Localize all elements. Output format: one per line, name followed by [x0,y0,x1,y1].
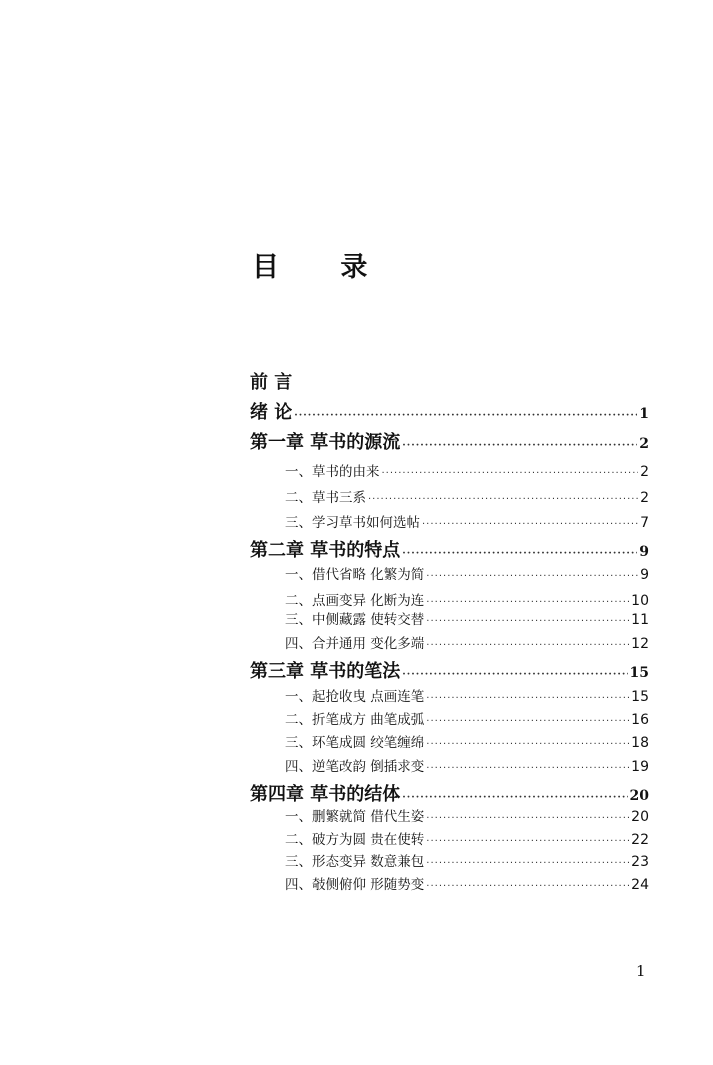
toc-section-entry [285,755,649,775]
dot-leader [422,519,638,530]
dot-leader [402,669,627,680]
toc-entry-page: 19 [631,759,649,775]
toc-chapter-entry [250,536,649,562]
toc-entry-page: 22 [631,832,649,848]
dot-leader [426,571,638,582]
toc-entry-label: 四、合并通用 变化多端 [285,636,425,652]
toc-section-entry [285,589,649,609]
toc-entry-label: 第四章 草书的结体 [250,784,401,805]
toc-chapter-entry [250,657,649,683]
toc-entry-label: 三、中侧藏露 使转交替 [285,612,425,628]
dot-leader [426,739,629,750]
toc-entry-label: 一、草书的由来 [285,464,380,480]
toc-entry-page: 2 [639,436,649,452]
toc-entry-page: 2 [640,490,649,506]
dot-leader [426,693,629,704]
dot-leader [368,494,638,505]
toc-entry-label: 第一章 草书的源流 [250,432,401,453]
toc-entry-page: 2 [640,464,649,480]
dot-leader [402,548,637,559]
toc-entry-label: 三、环笔成圆 绞笔缠绵 [285,735,425,751]
toc-entry-page: 10 [631,593,649,609]
dot-leader [382,468,639,479]
toc-entry-page: 23 [631,854,649,870]
dot-leader [426,616,629,627]
toc-chapter-entry [250,780,649,806]
toc-section-entry [285,731,649,751]
toc-section-entry [285,460,649,480]
page-number: 1 [636,962,646,980]
toc-section-entry [285,511,649,531]
toc-section-entry [285,708,649,728]
toc-section-entry [285,828,649,848]
toc-entry-label: 第二章 草书的特点 [250,540,401,561]
toc-entry-label: 四、逆笔改韵 倒插求变 [285,759,425,775]
toc-section-entry [285,608,649,628]
toc-entry-page: 7 [640,515,649,531]
toc-entry-label: 二、破方为圆 贵在使转 [285,832,425,848]
dot-leader [426,597,629,608]
toc-section-entry [285,685,649,705]
toc-section-entry [285,563,649,583]
toc-entry-label: 二、折笔成方 曲笔成弧 [285,712,425,728]
toc-section-entry [285,632,649,652]
toc-section-entry [285,486,649,506]
dot-leader [426,836,629,847]
toc-section-entry [285,873,649,893]
toc-entry-page: 16 [631,712,649,728]
toc-entry-page: 12 [631,636,649,652]
toc-entry-label: 四、攲侧俯仰 形随势变 [285,877,425,893]
toc-entry-page: 24 [631,877,649,893]
toc-section-entry [285,850,649,870]
dot-leader [426,858,629,869]
toc-entry-label: 第三章 草书的笔法 [250,661,401,682]
toc-entry-page: 18 [631,735,649,751]
toc-entry-label: 三、学习草书如何选帖 [285,515,420,531]
dot-leader [402,440,637,451]
toc-entry-page: 11 [631,612,649,628]
toc-entry-page: 15 [629,665,649,681]
toc-entry-label: 前 言 [250,372,293,393]
toc-entry-label: 绪 论 [250,402,293,423]
dot-leader [426,640,629,651]
dot-leader [426,716,629,727]
toc-entry-label: 一、删繁就简 借代生姿 [285,809,425,825]
toc-entry-label: 一、起抢收曳 点画连笔 [285,689,425,705]
toc-entry-label: 三、形态变异 数意兼包 [285,854,425,870]
page-title: 目 录 [252,252,394,283]
toc-section-entry [285,805,649,825]
toc-entry-page: 1 [639,406,649,422]
toc-entry-page: 20 [631,809,649,825]
dot-leader [402,792,627,803]
dot-leader [426,763,629,774]
toc-chapter-entry [250,428,649,454]
toc-entry-label: 二、点画变异 化断为连 [285,593,425,609]
toc-entry-label: 二、草书三系 [285,490,366,506]
toc-entry-label: 一、借代省略 化繁为简 [285,567,425,583]
toc-chapter-entry [250,368,649,394]
toc-chapter-entry [250,398,649,424]
dot-leader [426,881,629,892]
dot-leader [294,410,637,421]
toc-entry-page: 9 [639,544,649,560]
dot-leader [426,813,629,824]
toc-entry-page: 9 [640,567,649,583]
toc-entry-page: 20 [629,788,649,804]
toc-entry-page: 15 [631,689,649,705]
